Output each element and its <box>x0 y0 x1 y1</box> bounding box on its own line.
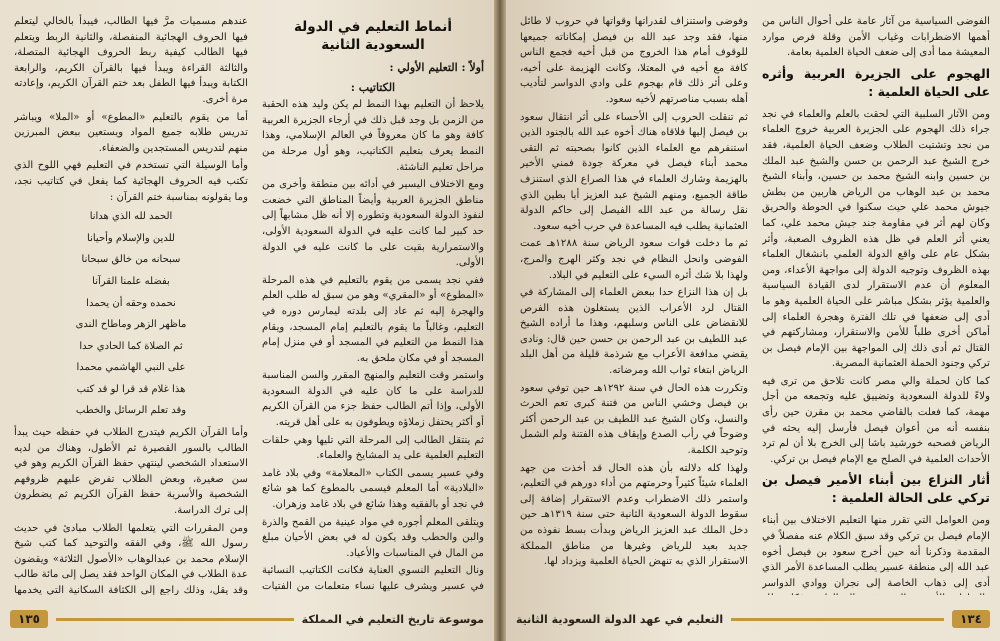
poem-line: ثم الصلاة كما الحادي حدا <box>79 340 183 352</box>
book-gutter <box>494 0 506 641</box>
page-number: ١٣٥ <box>10 610 48 628</box>
paragraph: وأما القرآن الكريم فيتدرج الطلاب في حفظه حيث يبدأ الطالب بالسور القصيرة ثم الأطول، وهناك من لديه الاستعداد الشخصي لينتهي حفظ القرآن الكريم وهو في سن صغيرة، وبعض الطلاب تفرض عليهم ظروفهم الشخصية والأسرية حفظ القرآن الكريم ثم يضطرون إلى ترك الدراسة. <box>14 427 248 517</box>
paragraph: ثم ينتقل الطالب إلى المرحلة التي تليها وهي حلقات التعليم العلمية على يد المشايخ والعلماء. <box>262 434 484 462</box>
paragraph: ثم ما دخلت قوات سعود الرياض سنة ١٢٨٨هـ عمت الفوضى وانحل النظام في نجد وكثر الهرج والمرج، ولهذا بلا شك أثره السيء على التعليم في البلاد. <box>520 238 748 281</box>
poem-line: ماظهر الزهر وماطاح الندى <box>75 319 187 331</box>
chapter-title: أنماط التعليم في الدولة السعودية الثانية <box>293 19 452 53</box>
paragraph: ففي نجد يسمى من يقوم بالتعليم في هذه المرحلة «المطوع» أو «المقري» وهو من سبق له طلب العلم والهجرة إليه ثم عاد إلى بلدته ليمارس دوره في التعليم، وغالباً ما يقوم بالتعليم إمام المسجد، ويقام هذا النمط من التعليم في المسجد أو في منزل إمام المسجد أو في مكان ملحق به. <box>262 274 484 364</box>
left-page-right-column <box>262 14 484 595</box>
paragraph: ولهذا كله دلالته بأن هذه الحال قد أخذت من جهد العلماء شيئاً كثيراً وحرمتهم من أداء دورهم في التعليم، واستمر ذلك الاضطراب وعدم الاستقرار إضافة إلى سقوط الدولة السعودية الثانية حتى سنة ١٣١٩هـ حين دخل الملك عبد العزيز الرياض وبدأت بسط نفوذه من جديد بعيد للرياض وغيرها من مناطق المملكة الاستقرار الذي به تنهض الحياة العلمية ويزداد لها. <box>520 462 748 568</box>
left-page <box>0 0 494 641</box>
paragraph: ومن المقررات التي يتعلمها الطلاب مبادئ في حديث رسول الله ﷺ، وفي الفقه والتوحيد كما كتب شيخ الإسلام محمد بن عبدالوهاب «الأصول الثلاثة» ويقضون عدة الطلاب في المكان الواحد فقد يصل إلى مائة طالب وقد يقل، وذلك راجع إلى الكثافة السكانية التي يخدمها <box>14 522 248 595</box>
paragraph: ومع الاختلاف اليسير في أدائه بين منطقة وأخرى من مناطق الجزيرة العربية وأيضاً المناطق التي خضعت لنفوذ الدولة السعودية وتطوره إلا أنه ظل مشابهاً إلى حد كبير لما كانت عليه في الدولة السعودية الأولى، والاستمرارية بقيت على ما كانت عليه في الدولة الأولى. <box>262 179 484 269</box>
subsection-heading-kuttab: الكتاتيب : <box>350 80 396 94</box>
page-number: ١٣٤ <box>952 610 990 628</box>
paragraph: بل إن هذا النزاع حدا ببعض العلماء إلى المشاركة في القتال لرد الأعراب الذين يستغلون هذه الفرص للانقضاض على الناس وسلبهم، وهذا ما أراده الشيخ عبد اللطيف بن عبد الرحمن بن حسن حين قال: ونادى يقضي مدافعة الأعراب مع شرذمة قليلة من أهل البلد الرياض ابتغاء ثواب الله ومرضاته. <box>520 287 748 377</box>
section-heading-primary-education: أولاً : التعليم الأولي : <box>389 61 484 74</box>
right-page-left-column <box>520 14 748 595</box>
paragraph: ونال التعليم النسوي العناية فكانت الكتاتيب النسائية في عسير ويشرف عليها نساء متعلمات من الفتيات <box>262 565 484 592</box>
poem-line: نحمده وحقه أن يحمدا <box>86 297 176 309</box>
paragraph: الفوضى السياسية من آثار عامة على أحوال الناس من أهمها الاضطرابات وغياب الأمن وقلة فرص موارد المعيشة مما أدى إلى ضعف الحياة العلمية بعامة. <box>762 16 990 59</box>
poem-line: سبحانه من خالق سبحانا <box>81 254 181 266</box>
poem-line: للدين والإسلام وأحيانا <box>87 232 175 244</box>
footer-rule <box>731 618 944 621</box>
paragraph: وأما الوسيلة التي تستخدم في التعليم فهي اللوح الذي تكتب فيه الحروف الهجائية كما يفعل في كتاتيب نجد، وما يقولونه بمناسبة ختم القرآن : <box>14 160 248 203</box>
paragraph: عندهم مسميات مرَّ فيها الطالب، فيبدأ بالخالي ليتعلم فيها الحروف الهجائية المنفصلة، والثانية الربط ويتعلم فيها الطالب كيفية ربط الحروف الهجائية المتصلة، والثالثة القراءة ويبدأ فيها بالقرآن الكريم، والرابعة الكتابة ويبدأ فيها الطفل بعد ختم القرآن الكريم، وإعادته مرة أخرى. <box>14 16 248 105</box>
poem-line: الحمد لله الذي هدانا <box>89 211 173 223</box>
paragraph: ومن الآثار السلبية التي لحقت بالعلم والعلماء في نجد جراء ذلك الهجوم على الجزيرة العربية خروج العلماء من نجد وتشتيت الطلاب وضعف الحياة العلمية، فقد خرج الشيخ عبد الرحمن بن حسن والشيخ عبد الملك بن حسين وابنه الشيخ محمد بن حسين، وأبناء الشيخ محمد بن عبد الوهاب من الرياض هاربين من بطش جيوش محمد علي حيث سكنوا في الحوطة والحريق وكان لهم أثر في مقاومة جند جيش محمد علي، كما يعني أثر العلم في ظل هذه الظروف الصعبة، وأثر بشكل عام على واقع الدولة العلمي بانشغال العلماء بهذه الظروف وتوجيه الدولة إلى مواجهة الأعداء، ومن المعلوم أن عدم الاستقرار لدى القيادة السياسية والعلمية يؤثر بشكل مباشر على الحياة العلمية وهو ما أدى إلى ضعفها في تلك الفترة وهجرة العلماء إلى أماكن أخرى طلباً للأمن والاستقرار، ومشاركتهم في القتال ثم أدى ذلك إلى المواجهة بين الإمام فيصل بن تركي وجنود الحملة العثمانية المصرية. <box>762 108 990 370</box>
paragraph: كما كان لحملة والي مصر كانت تلاحق من ترى فيه ولاءً للدولة السعودية وتضييق عليه وتجمعه من أجل مهمة، كما فعلت بالقاضي محمد بن مقرن حين رأى بنفسه أنه من أعوان فيصل فأرسل إليه يحثه في الرياض فصحبه خورشيد باشا إلى الخرج بلا أن لم ترد الأحداث العلمية في الصلح مع الإمام فيصل بن تركي. <box>762 375 990 465</box>
poem-line: وقد تعلم الرسائل والخطب <box>75 405 187 417</box>
left-page-left-column <box>14 14 248 595</box>
paragraph: ويتلقى المعلم أجوره في مواد عينية من القمح والذرة والبن والحطب وقد يكون له في بعض الأحيان مبلغ من المال في المناسبات والأعياد. <box>262 516 484 559</box>
footer-title: موسوعة تاريخ التعليم في المملكة <box>301 612 484 626</box>
right-page-right-column <box>762 14 990 595</box>
poem-line: على النبي الهاشمي محمدا <box>76 362 186 374</box>
poem-line: بفضله علمنا القرآنا <box>92 275 170 287</box>
right-page-footer <box>516 607 990 631</box>
right-page <box>506 0 1000 641</box>
footer-title: التعليم في عهد الدولة السعودية الثانية <box>516 612 724 626</box>
paragraph: يلاحظ أن التعليم بهذا النمط لم يكن وليد هذه الحقبة من الزمن بل وجد قبل ذلك في أرجاء الجزيرة العربية كافة وهو ما كان معروفاً في العالم الإسلامي، وهذا النمط يعرف بتعليم الكتاتيب، وهو أول مرحلة من مراحل تعليم الناشئة. <box>262 99 484 173</box>
paragraph: أما من يقوم بالتعليم «المطوع» أو «الملا» ويباشر تدريس طلابه جميع المواد ويستعين ببعض المبرزين منهم لتدريس المستجدين والضعفاء. <box>14 111 248 154</box>
section-heading-attack: الهجوم على الجزيرة العربية وأثره على الحياة العلمية : <box>762 65 990 99</box>
footer-rule <box>56 618 294 621</box>
paragraph: وفي عسير يسمى الكتاب «المعلامة» وفي بلاد غامد «البلادية» أما المعلم فيسمى بالمطوع كما هو شائع في نجد أو بالفقيه وهذا شائع في بلاد غامد وزهران. <box>262 467 484 511</box>
poem-line: هذا غلام قد قرا لو قد كتب <box>76 383 186 395</box>
section-heading-dispute: أثار النزاع بين أبناء الأمير فيصل بن تركي على الحالة العلمية : <box>762 472 990 506</box>
left-page-footer <box>10 607 484 631</box>
paragraph: ثم تنقلت الحروب إلى الأحساء على أثر انتقال سعود بن فيصل إليها فلاقاه هناك أخوه عبد الله بالجنود الذين استنفرهم مع العلماء الذين كانوا بصحبته ثم التقى محمد أبناء فيصل في معركة جودة فمني الأخير بالهزيمة وشارك العلماء في هذا الصراع الذي استنزف طاقة الجميع، ومنهم الشيخ عبد العزيز أبا بطين الذي نقل رسالة من عبد الله الفيصل إلى حاكم الدولة العثمانية يطلب فيه المساعدة في حرب أخيه سعود. <box>520 111 748 232</box>
paragraph: ومن العوامل التي تقرر منها التعليم الاختلاف بين أبناء الإمام فيصل بن تركي وقد سبق الكلام عنه مفصلاً في المقدمة وذكرنا أنه حين أخرج سعود بن فيصل أخوه عبد الله إلى منطقة عسير يطلب المساعدة الأمر الذي أدى إلى ذهاب الخاصة إلى نجران ووادي الدواسر <box>762 515 990 589</box>
paragraph: واستمر وقت التعليم والمنهج المقرر والسن المناسبة للدراسة على ما كان عليه في الدولة السعودية الأولى، وإذا أتم الطالب حفظ جزء من القرآن الكريم أو أكثر يحتفل زملاؤه ويطوفون به على أهل قريته. <box>262 370 484 429</box>
paragraph: وتكررت هذه الحال في سنة ١٢٩٢هـ حين توفي سعود بن فيصل وخشي الناس من فتنة كبرى تعم الحرث والنسل، وكان الشيخ عبد اللطيف بن عبد الرحمن أكثر وضوحاً في رأب الصدع وإيقاف هذه الفتنة ولم الشمل وتوحيد الكلمة. <box>520 382 748 457</box>
poem <box>14 209 248 419</box>
paragraph: وفوضى واستنزاف لقدراتها وقواتها في حروب لا طائل منها، فقد وجد عبد الله بن فيصل إمكاناته جميعها للوقوف أمام هذا الخروج من قبل أخيه فجمع الناس كافة مع أخيه في المعتلا، وكانت الهزيمة على أخيه، وعلى أثر ذلك قام بهجوم على وادي الدواسر لتأديب أهله بسبب مناصرتهم لأخيه سعود. <box>520 16 748 105</box>
